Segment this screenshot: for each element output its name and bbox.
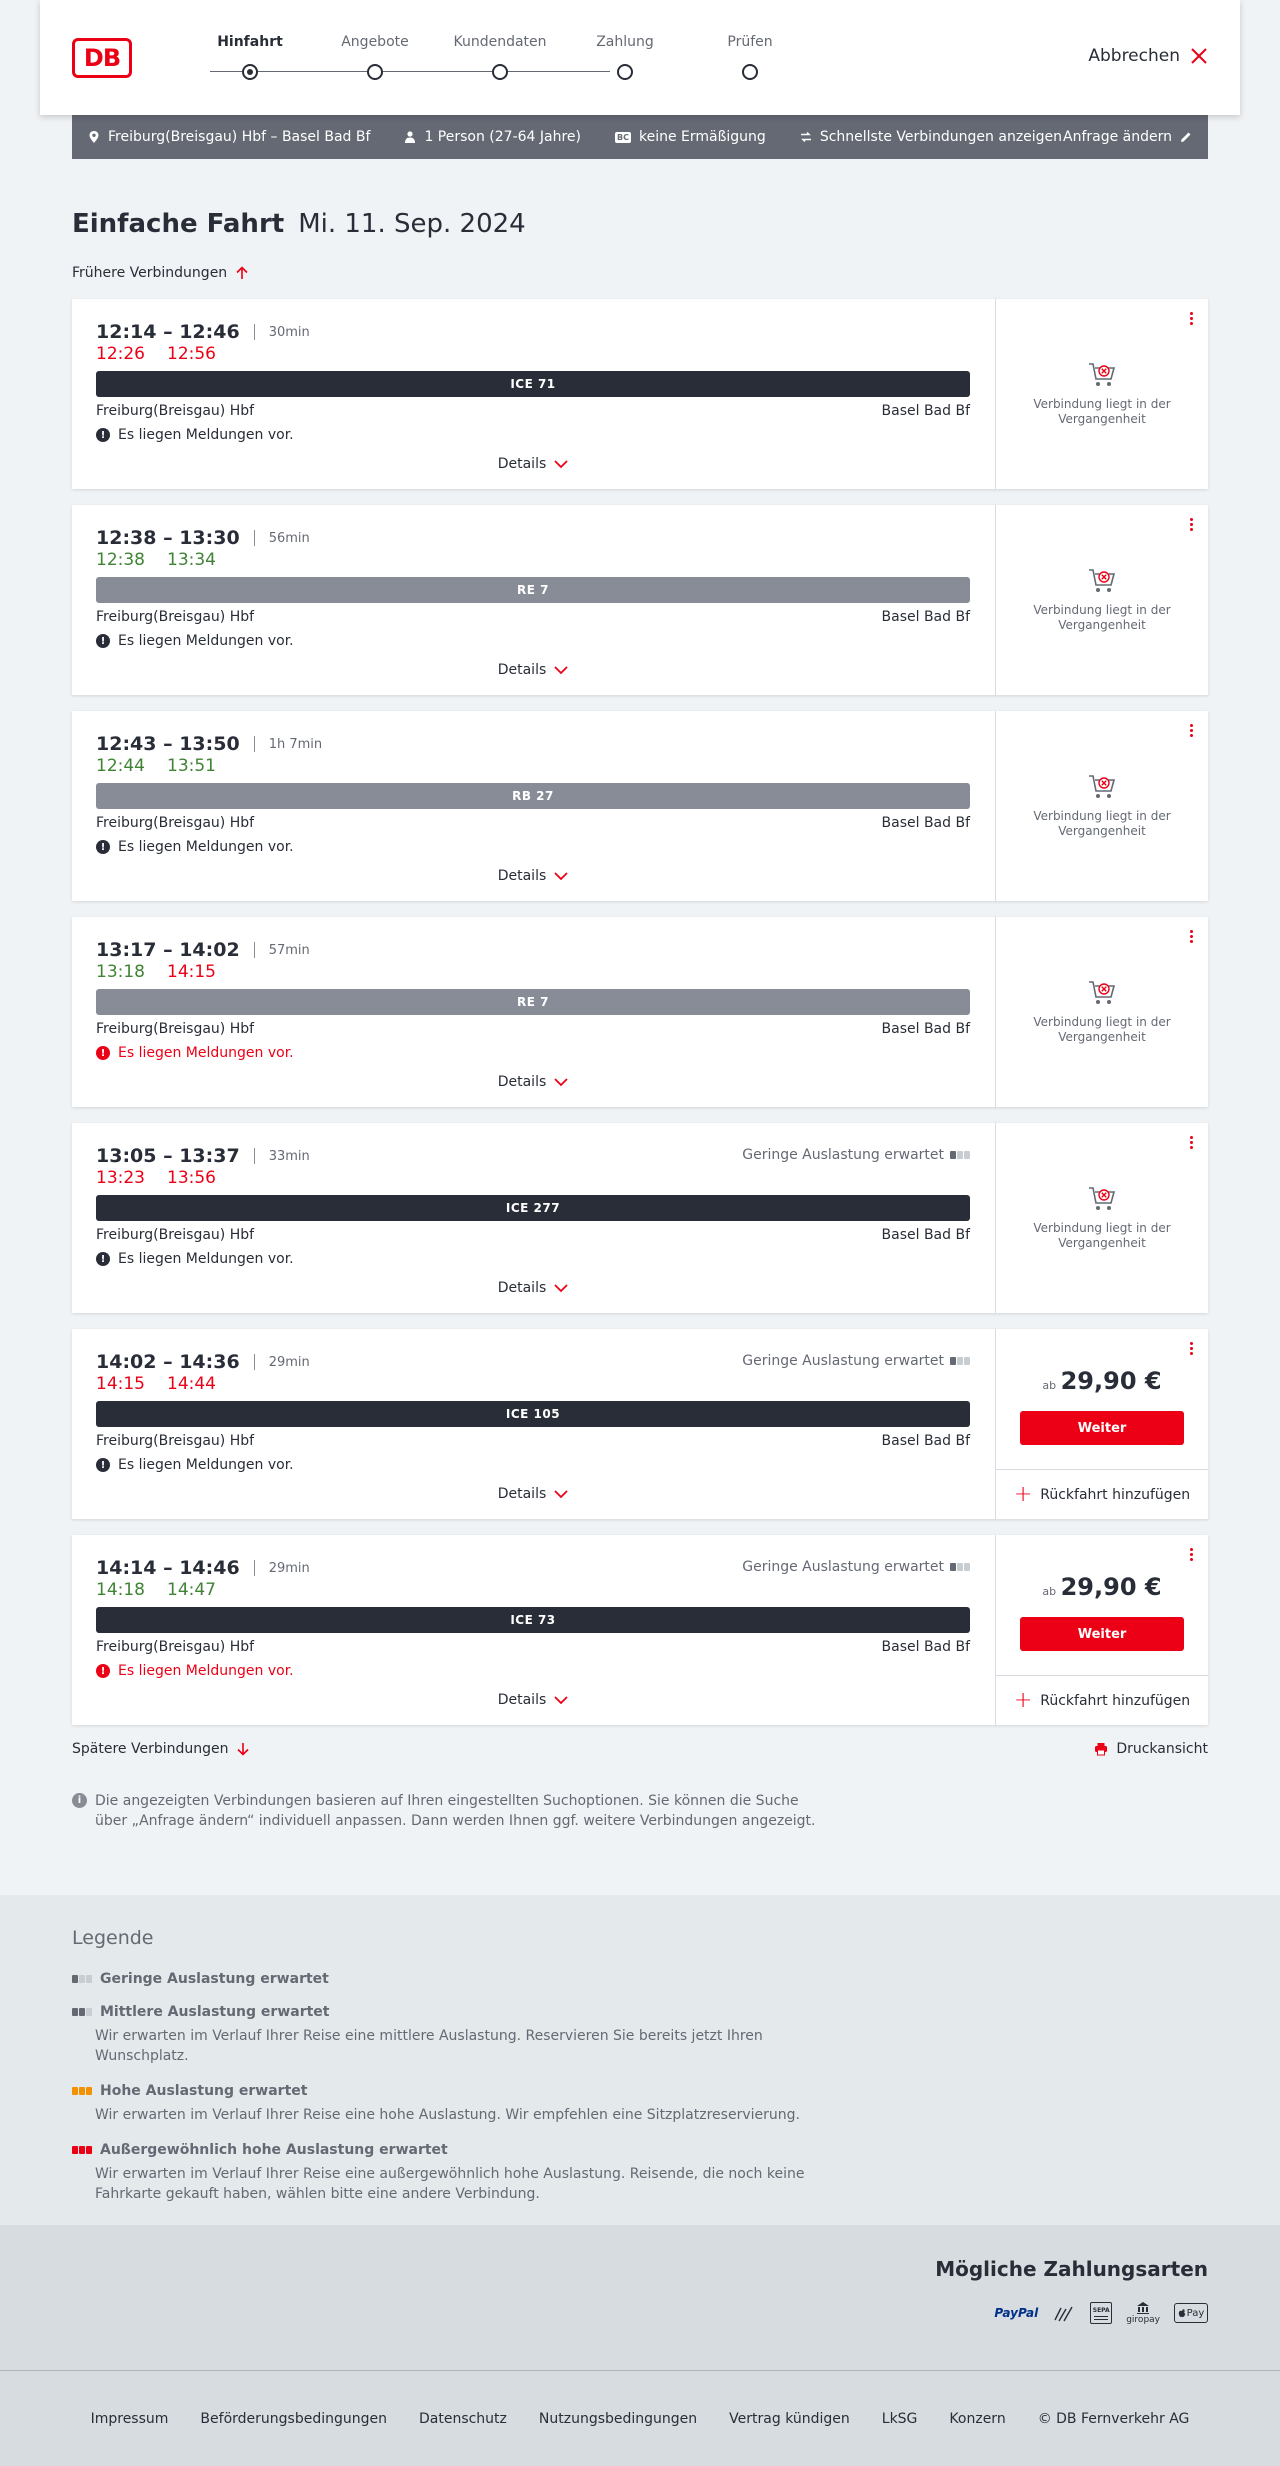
connection-card[interactable] <box>72 299 1208 489</box>
step-dot-icon <box>242 64 258 80</box>
legend-item-title <box>72 1971 1280 1987</box>
load-hint <box>742 1559 970 1575</box>
chevron-down-icon <box>554 1283 568 1293</box>
header <box>40 0 1240 115</box>
realtime-arrival: 14:44 <box>167 1374 216 1394</box>
legend-title: Legende <box>72 1927 154 1949</box>
step-label: Hinfahrt <box>217 34 283 50</box>
connection-info <box>96 505 970 695</box>
occupancy-level-3-icon <box>72 2087 92 2095</box>
print-view-link[interactable] <box>1094 1741 1208 1757</box>
stepper-line <box>210 71 610 72</box>
step-dot-icon <box>742 64 758 80</box>
duration: 1h 7min <box>268 736 323 752</box>
creditcard-icon <box>1052 2303 1076 2323</box>
times-divider <box>254 1148 255 1164</box>
notice[interactable] <box>96 1251 294 1267</box>
occupancy-level-1-icon <box>72 1975 92 1983</box>
payment-section <box>0 2225 1280 2370</box>
connection-card[interactable] <box>72 1123 1208 1313</box>
load-hint-text: Geringe Auslastung erwartet <box>742 1559 944 1575</box>
realtime-arrival: 13:34 <box>167 550 216 570</box>
step-label: Prüfen <box>727 34 773 50</box>
page-title <box>72 209 1280 243</box>
legend-item <box>72 2004 1280 2066</box>
step-zahlung <box>565 0 685 56</box>
notice-text: Es liegen Meldungen vor. <box>118 1045 294 1061</box>
legend-item-title <box>72 2142 1280 2158</box>
realtime-departure: 14:15 <box>96 1374 145 1394</box>
origin-station: Freiburg(Breisgau) Hbf <box>96 1227 255 1243</box>
train-bar[interactable]: RE 7 <box>96 989 970 1015</box>
connection-card[interactable] <box>72 1535 1208 1725</box>
legend-item-description: Wir erwarten im Verlauf Ihrer Reise eine hohe Auslastung. Wir empfehlen eine Sitzplatzreservierung. <box>95 2107 800 2123</box>
past-connection-text: Verbindung liegt in der Vergangenheit <box>1033 1015 1171 1044</box>
realtime-times <box>96 756 216 776</box>
connection-card[interactable] <box>72 917 1208 1107</box>
stations <box>96 1021 970 1037</box>
planned-times: 12:43 – 13:50 <box>96 733 240 755</box>
occupancy-low-icon <box>950 1563 970 1571</box>
info-icon: i <box>72 1793 87 1808</box>
load-hint-text: Geringe Auslastung erwartet <box>742 1147 944 1163</box>
realtime-departure: 13:18 <box>96 962 145 982</box>
shopping-cart-icon <box>1087 979 1117 1007</box>
connection-info <box>96 299 970 489</box>
swap-arrows-icon <box>800 131 812 143</box>
legend-item-title <box>72 2004 1280 2020</box>
info-note <box>72 1791 832 1831</box>
footer-link[interactable]: Vertrag kündigen <box>729 2410 850 2427</box>
connection-times <box>96 1145 310 1167</box>
more-options-icon[interactable] <box>1188 724 1194 742</box>
footer <box>0 2370 1280 2466</box>
duration: 29min <box>268 1560 310 1576</box>
footer-link[interactable]: LkSG <box>881 2410 918 2427</box>
progress-stepper <box>210 0 773 115</box>
details-label: Details <box>497 868 547 884</box>
planned-times: 14:02 – 14:36 <box>96 1351 240 1373</box>
legend-item-title <box>72 2083 1280 2099</box>
legend-item-label: Geringe Auslastung erwartet <box>100 1971 329 1987</box>
details-label: Details <box>497 456 547 472</box>
past-connection-note <box>996 773 1208 839</box>
continue-button[interactable]: Weiter <box>1020 1617 1184 1651</box>
search-fastest-toggle[interactable] <box>800 129 1062 145</box>
shopping-cart-icon <box>1087 567 1117 595</box>
times-divider <box>254 1560 255 1576</box>
details-label: Details <box>497 1692 547 1708</box>
past-connection-text: Verbindung liegt in der Vergangenheit <box>1033 603 1171 632</box>
train-bar[interactable]: ICE 71 <box>96 371 970 397</box>
connection-times <box>96 733 322 755</box>
alert-icon: ! <box>96 1252 110 1266</box>
origin-station: Freiburg(Breisgau) Hbf <box>96 1021 255 1037</box>
destination-station: Basel Bad Bf <box>881 815 970 831</box>
footer-link[interactable]: Konzern <box>949 2410 1006 2427</box>
details-toggle[interactable] <box>96 1692 970 1708</box>
realtime-arrival: 14:47 <box>167 1580 216 1600</box>
legend-item-label: Hohe Auslastung erwartet <box>100 2083 308 2099</box>
connection-info <box>96 711 970 901</box>
printer-icon <box>1094 1742 1108 1756</box>
notice-text: Es liegen Meldungen vor. <box>118 1251 294 1267</box>
step-dot-icon <box>367 64 383 80</box>
step-label: Angebote <box>341 34 409 50</box>
times-divider <box>254 1354 255 1370</box>
details-label: Details <box>497 1486 547 1502</box>
connection-times <box>96 939 310 961</box>
discount-text: keine Ermäßigung <box>638 129 766 145</box>
realtime-arrival: 13:51 <box>167 756 216 776</box>
realtime-departure: 12:38 <box>96 550 145 570</box>
origin-station: Freiburg(Breisgau) Hbf <box>96 403 255 419</box>
later-connections-label: Spätere Verbindungen <box>72 1741 229 1757</box>
realtime-times <box>96 344 216 364</box>
price <box>996 1367 1208 1395</box>
connection-info <box>96 1329 970 1519</box>
times-divider <box>254 324 255 340</box>
stations <box>96 1639 970 1655</box>
step-label: Kundendaten <box>453 34 547 50</box>
search-route <box>88 129 370 145</box>
arrow-down-icon <box>236 1742 250 1756</box>
applepay-icon <box>1174 2303 1208 2323</box>
footer-link[interactable]: Nutzungsbedingungen <box>538 2410 698 2427</box>
past-connection-note <box>996 979 1208 1045</box>
duration: 33min <box>268 1148 310 1164</box>
details-label: Details <box>497 662 547 678</box>
occupancy-level-4-icon <box>72 2146 92 2154</box>
more-options-icon[interactable] <box>1188 518 1194 536</box>
close-icon <box>1190 47 1208 65</box>
trip-date: Mi. 11. Sep. 2024 <box>298 209 526 239</box>
footer-link[interactable]: © DB Fernverkehr AG <box>1037 2410 1190 2427</box>
realtime-times <box>96 1168 216 1188</box>
destination-station: Basel Bad Bf <box>881 609 970 625</box>
legend-item <box>72 2083 1280 2125</box>
legend-item-description: Wir erwarten im Verlauf Ihrer Reise eine mittlere Auslastung. Reservieren Sie bereits jetzt Ihren Wunschplatz. <box>95 2028 763 2064</box>
more-options-icon[interactable] <box>1188 1136 1194 1154</box>
duration: 56min <box>268 530 310 546</box>
notice-text: Es liegen Meldungen vor. <box>118 427 294 443</box>
notice[interactable] <box>96 633 294 649</box>
stations <box>96 815 970 831</box>
notice[interactable] <box>96 1457 294 1473</box>
stations <box>96 403 970 419</box>
sepa-icon <box>1090 2302 1112 2324</box>
applepay-label: Pay <box>1186 2307 1205 2319</box>
offer-panel <box>995 1123 1208 1313</box>
bank-icon <box>1136 2301 1150 2315</box>
price <box>996 1573 1208 1601</box>
load-hint <box>742 1353 970 1369</box>
origin-station: Freiburg(Breisgau) Hbf <box>96 1433 255 1449</box>
realtime-times <box>96 550 216 570</box>
duration: 29min <box>268 1354 310 1370</box>
earlier-connections-row <box>72 265 1280 285</box>
details-toggle[interactable] <box>96 662 970 678</box>
travellers-text: 1 Person (27-64 Jahre) <box>424 129 581 145</box>
search-discount <box>615 129 766 145</box>
change-request-button[interactable] <box>1063 129 1192 145</box>
shopping-cart-icon <box>1087 1185 1117 1213</box>
connection-times <box>96 527 310 549</box>
step-pruefen <box>690 0 810 56</box>
plus-icon: + <box>1013 1481 1033 1507</box>
offer-panel <box>995 917 1208 1107</box>
chevron-down-icon <box>554 1489 568 1499</box>
fastest-text: Schnellste Verbindungen anzeigen <box>819 129 1063 145</box>
destination-station: Basel Bad Bf <box>881 1227 970 1243</box>
cancel-button[interactable] <box>1088 46 1208 66</box>
origin-station: Freiburg(Breisgau) Hbf <box>96 815 255 831</box>
alert-icon: ! <box>96 428 110 442</box>
notice[interactable] <box>96 1663 294 1679</box>
details-toggle[interactable] <box>96 868 970 884</box>
notice[interactable] <box>96 1045 294 1061</box>
add-return-trip-label: Rückfahrt hinzufügen <box>1040 1486 1191 1503</box>
past-connection-note <box>996 1185 1208 1251</box>
legend-section <box>0 1895 1280 2225</box>
occupancy-low-icon <box>950 1357 970 1365</box>
planned-times: 13:05 – 13:37 <box>96 1145 240 1167</box>
times-divider <box>254 942 255 958</box>
connection-info <box>96 1535 970 1725</box>
alert-icon: ! <box>96 1046 110 1060</box>
connection-info <box>96 917 970 1107</box>
info-note-text: Die angezeigten Verbindungen basieren auf Ihren eingestellten Suchoptionen. Sie können die Suche über „Anfrage ändern“ individuell anpassen. Dann werden Ihnen ggf. weitere Verbindungen angezeigt. <box>95 1793 816 1829</box>
alert-icon: ! <box>96 1458 110 1472</box>
destination-station: Basel Bad Bf <box>881 1433 970 1449</box>
times-divider <box>254 736 255 752</box>
notice-text: Es liegen Meldungen vor. <box>118 1663 294 1679</box>
duration: 57min <box>268 942 310 958</box>
destination-station: Basel Bad Bf <box>881 1639 970 1655</box>
chevron-down-icon <box>554 459 568 469</box>
more-options-icon[interactable] <box>1188 930 1194 948</box>
pencil-icon <box>1180 131 1192 143</box>
origin-station: Freiburg(Breisgau) Hbf <box>96 609 255 625</box>
alert-icon: ! <box>96 840 110 854</box>
stations <box>96 1227 970 1243</box>
offer-panel <box>995 299 1208 489</box>
footer-link[interactable]: Impressum <box>90 2410 169 2427</box>
more-options-icon[interactable] <box>1188 1548 1194 1566</box>
chevron-down-icon <box>554 665 568 675</box>
paypal-icon <box>994 2306 1038 2320</box>
paypal-label: PayPal <box>994 2306 1039 2320</box>
details-label: Details <box>497 1280 547 1296</box>
destination-station: Basel Bad Bf <box>881 403 970 419</box>
later-connections-link[interactable] <box>72 1741 250 1757</box>
giropay-icon <box>1126 2301 1160 2325</box>
occupancy-low-icon <box>950 1151 970 1159</box>
realtime-times <box>96 962 216 982</box>
planned-times: 13:17 – 14:02 <box>96 939 240 961</box>
realtime-departure: 13:23 <box>96 1168 145 1188</box>
more-options-icon[interactable] <box>1188 1342 1194 1360</box>
occupancy-level-2-icon <box>72 2008 92 2016</box>
notice-text: Es liegen Meldungen vor. <box>118 839 294 855</box>
realtime-arrival: 12:56 <box>167 344 216 364</box>
db-logo[interactable]: DB <box>72 38 132 78</box>
notice[interactable] <box>96 839 294 855</box>
connection-card[interactable] <box>72 1329 1208 1519</box>
load-hint-text: Geringe Auslastung erwartet <box>742 1353 944 1369</box>
load-hint <box>742 1147 970 1163</box>
footer-link[interactable]: Datenschutz <box>418 2410 507 2427</box>
offer-panel <box>995 505 1208 695</box>
past-connection-text: Verbindung liegt in der Vergangenheit <box>1033 809 1171 838</box>
later-connections-row <box>72 1741 1208 1763</box>
realtime-arrival: 13:56 <box>167 1168 216 1188</box>
realtime-times <box>96 1374 216 1394</box>
train-bar[interactable]: ICE 73 <box>96 1607 970 1633</box>
price-amount: 29,90 € <box>1060 1367 1162 1395</box>
bahncard-icon: BC <box>617 132 629 142</box>
step-label: Zahlung <box>596 34 654 50</box>
details-label: Details <box>497 1074 547 1090</box>
sepa-label: SEPA <box>1092 2306 1110 2314</box>
realtime-times <box>96 1580 216 1600</box>
more-options-icon[interactable] <box>1188 312 1194 330</box>
past-connection-text: Verbindung liegt in der Vergangenheit <box>1033 1221 1171 1250</box>
legend-item-label: Außergewöhnlich hohe Auslastung erwartet <box>100 2142 448 2158</box>
legend-item-description: Wir erwarten im Verlauf Ihrer Reise eine außergewöhnlich hohe Auslastung. Reisende, die noch keine Fahrkarte gekauft haben, wählen bitte eine andere Verbindung. <box>95 2166 805 2202</box>
plus-icon: + <box>1013 1687 1033 1713</box>
step-kundendaten <box>440 0 560 56</box>
details-toggle[interactable] <box>96 1486 970 1502</box>
stations <box>96 609 970 625</box>
offer-panel <box>995 711 1208 901</box>
duration: 30min <box>268 324 310 340</box>
legend-item <box>72 2142 1280 2204</box>
realtime-departure: 12:44 <box>96 756 145 776</box>
chevron-down-icon <box>554 871 568 881</box>
planned-times: 12:38 – 13:30 <box>96 527 240 549</box>
print-view-label: Druckansicht <box>1116 1741 1208 1757</box>
connection-list <box>72 299 1208 1725</box>
details-toggle[interactable] <box>96 1074 970 1090</box>
connection-times <box>96 321 310 343</box>
alert-icon: ! <box>96 1664 110 1678</box>
card-swipe-icon <box>1052 2303 1076 2323</box>
planned-times: 12:14 – 12:46 <box>96 321 240 343</box>
step-angebote <box>315 0 435 56</box>
notice-text: Es liegen Meldungen vor. <box>118 633 294 649</box>
offer-panel <box>995 1329 1208 1519</box>
connection-card[interactable] <box>72 711 1208 901</box>
price-prefix: ab <box>1042 1379 1057 1392</box>
chevron-down-icon <box>554 1695 568 1705</box>
connection-times <box>96 1557 310 1579</box>
realtime-departure: 14:18 <box>96 1580 145 1600</box>
train-bar[interactable]: ICE 105 <box>96 1401 970 1427</box>
realtime-departure: 12:26 <box>96 344 145 364</box>
destination-station: Basel Bad Bf <box>881 1021 970 1037</box>
add-return-trip-button[interactable] <box>996 1675 1208 1725</box>
search-summary-bar <box>72 115 1208 159</box>
alert-icon: ! <box>96 634 110 648</box>
person-icon <box>404 131 416 143</box>
past-connection-text: Verbindung liegt in der Vergangenheit <box>1033 397 1171 426</box>
train-bar[interactable]: RE 7 <box>96 577 970 603</box>
earlier-connections-link[interactable] <box>72 265 249 281</box>
step-hinfahrt <box>190 0 310 56</box>
route-text: Freiburg(Breisgau) Hbf – Basel Bad Bf <box>108 129 371 145</box>
notice-text: Es liegen Meldungen vor. <box>118 1457 294 1473</box>
details-toggle[interactable] <box>96 1280 970 1296</box>
planned-times: 14:14 – 14:46 <box>96 1557 240 1579</box>
shopping-cart-icon <box>1087 361 1117 389</box>
notice[interactable] <box>96 427 294 443</box>
connection-times <box>96 1351 310 1373</box>
legend-list <box>72 1971 1280 2204</box>
step-dot-icon <box>617 64 633 80</box>
connection-info <box>96 1123 970 1313</box>
price-prefix: ab <box>1042 1585 1057 1598</box>
past-connection-note <box>996 361 1208 427</box>
add-return-trip-label: Rückfahrt hinzufügen <box>1040 1692 1191 1709</box>
cancel-label: Abbrechen <box>1088 46 1180 66</box>
footer-link[interactable]: Beförderungsbedingungen <box>200 2410 387 2427</box>
realtime-arrival: 14:15 <box>167 962 216 982</box>
details-toggle[interactable] <box>96 456 970 472</box>
chevron-down-icon <box>554 1077 568 1087</box>
offer-panel <box>995 1535 1208 1725</box>
origin-station: Freiburg(Breisgau) Hbf <box>96 1639 255 1655</box>
stations <box>96 1433 970 1449</box>
location-pin-icon <box>88 131 100 143</box>
connection-card[interactable] <box>72 505 1208 695</box>
times-divider <box>254 530 255 546</box>
payment-title: Mögliche Zahlungsarten <box>935 2257 1208 2281</box>
add-return-trip-button[interactable] <box>996 1469 1208 1519</box>
search-travellers <box>404 129 581 145</box>
payment-methods <box>994 2301 1208 2325</box>
price-amount: 29,90 € <box>1060 1573 1162 1601</box>
giropay-label: giropay <box>1126 2315 1160 2325</box>
arrow-up-icon <box>235 266 249 280</box>
apple-icon <box>1178 2308 1186 2318</box>
past-connection-note <box>996 567 1208 633</box>
continue-button[interactable]: Weiter <box>1020 1411 1184 1445</box>
train-bar[interactable]: ICE 277 <box>96 1195 970 1221</box>
legend-item <box>72 1971 1280 1987</box>
change-request-label: Anfrage ändern <box>1063 129 1172 145</box>
shopping-cart-icon <box>1087 773 1117 801</box>
legend-item-label: Mittlere Auslastung erwartet <box>100 2004 330 2020</box>
train-bar[interactable]: RB 27 <box>96 783 970 809</box>
earlier-connections-label: Frühere Verbindungen <box>72 265 228 281</box>
step-dot-icon <box>492 64 508 80</box>
trip-type: Einfache Fahrt <box>72 209 285 239</box>
